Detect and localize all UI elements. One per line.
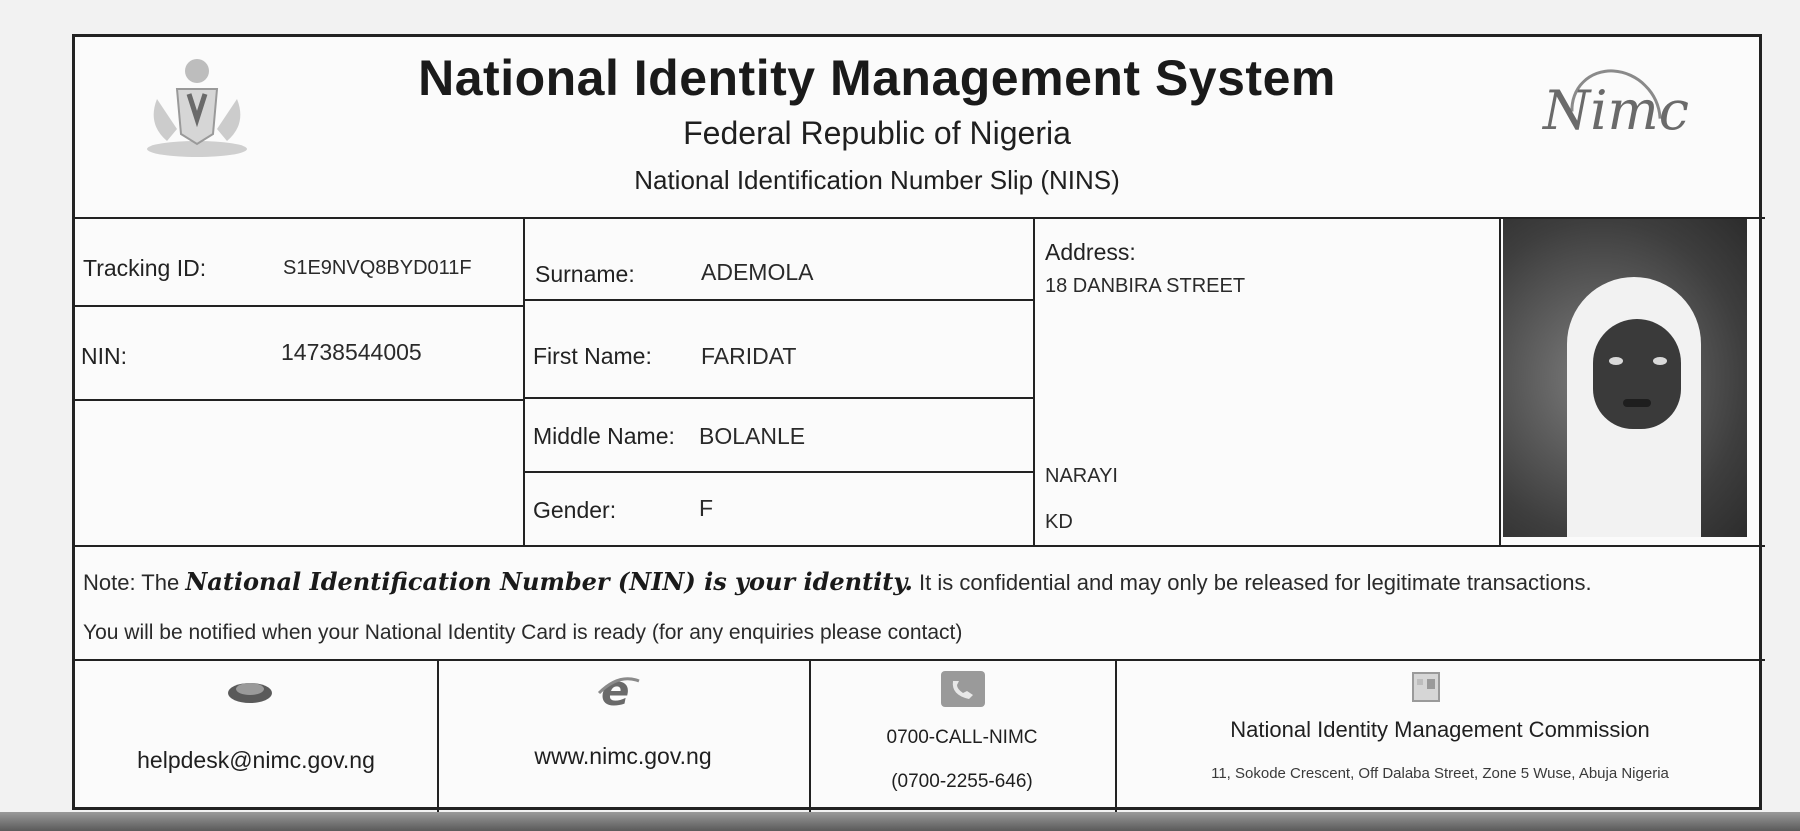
logo-text: Nimc — [1543, 79, 1689, 142]
phone-number[interactable]: 0700-CALL-NIMC — [886, 727, 1038, 748]
surname-value: ADEMOLA — [701, 259, 814, 285]
middle-name-value: BOLANLE — [699, 423, 806, 449]
tracking-id-label: Tracking ID: — [83, 255, 207, 281]
first-name-value: FARIDAT — [701, 343, 797, 369]
row-divider — [75, 305, 523, 307]
col-divider — [1499, 217, 1501, 545]
address-label: Address: — [1045, 239, 1136, 265]
address-state: KD — [1045, 511, 1073, 533]
org-address: 11, Sokode Crescent, Off Dalaba Street, Zone 5 Wuse, Abuja Nigeria — [1211, 765, 1669, 782]
email-icon — [225, 677, 275, 712]
phone-icon — [939, 669, 987, 714]
note-line-2: You will be notified when your National Identity Card is ready (for any enquiries please contact) — [83, 621, 963, 644]
svg-text:e: e — [601, 667, 630, 713]
first-name-label: First Name: — [533, 343, 652, 369]
col-divider — [523, 217, 525, 545]
page-subtitle: Federal Republic of Nigeria — [683, 115, 1071, 151]
holder-photo — [1503, 219, 1747, 537]
page-title: National Identity Management System — [418, 50, 1336, 106]
row-divider — [523, 397, 1033, 399]
phone-digits: (0700-2255-646) — [891, 771, 1033, 792]
tracking-id-value: S1E9NVQ8BYD011F — [283, 257, 472, 279]
slip-title: National Identification Number Slip (NINS) — [634, 165, 1120, 195]
col-divider — [1033, 217, 1035, 545]
org-name: National Identity Management Commission — [1230, 717, 1650, 742]
note-suffix: It is confidential and may only be released for legitimate transactions. — [919, 570, 1592, 595]
building-icon — [1409, 667, 1443, 708]
address-line1: 18 DANBIRA STREET — [1045, 275, 1246, 297]
note-divider — [75, 659, 1765, 661]
email-link[interactable]: helpdesk@nimc.gov.ng — [137, 747, 375, 773]
details-divider — [75, 545, 1765, 547]
surname-label: Surname: — [535, 261, 635, 287]
note-line-1 — [83, 567, 1592, 596]
middle-name-label: Middle Name: — [533, 423, 675, 449]
photo-eye — [1609, 357, 1623, 365]
nin-value: 14738544005 — [281, 339, 422, 365]
nimc-logo — [1543, 67, 1689, 167]
photo-eye — [1653, 357, 1667, 365]
photo-face — [1593, 319, 1681, 429]
photo-mouth — [1623, 399, 1651, 407]
website-link[interactable]: www.nimc.gov.ng — [534, 743, 712, 769]
nin-label: NIN: — [81, 343, 127, 369]
gender-value: F — [699, 495, 714, 521]
address-town: NARAYI — [1045, 465, 1118, 487]
col-divider — [437, 659, 439, 813]
gender-label: Gender: — [533, 497, 617, 523]
note-emphasis: National Identification Number (NIN) is your identity. — [185, 567, 913, 596]
internet-explorer-icon — [595, 667, 643, 718]
row-divider — [523, 299, 1033, 301]
note-prefix: Note: The — [83, 570, 180, 595]
row-divider — [523, 471, 1033, 473]
desk-edge — [0, 812, 1800, 831]
row-divider — [75, 399, 523, 401]
nin-slip — [72, 34, 1762, 810]
